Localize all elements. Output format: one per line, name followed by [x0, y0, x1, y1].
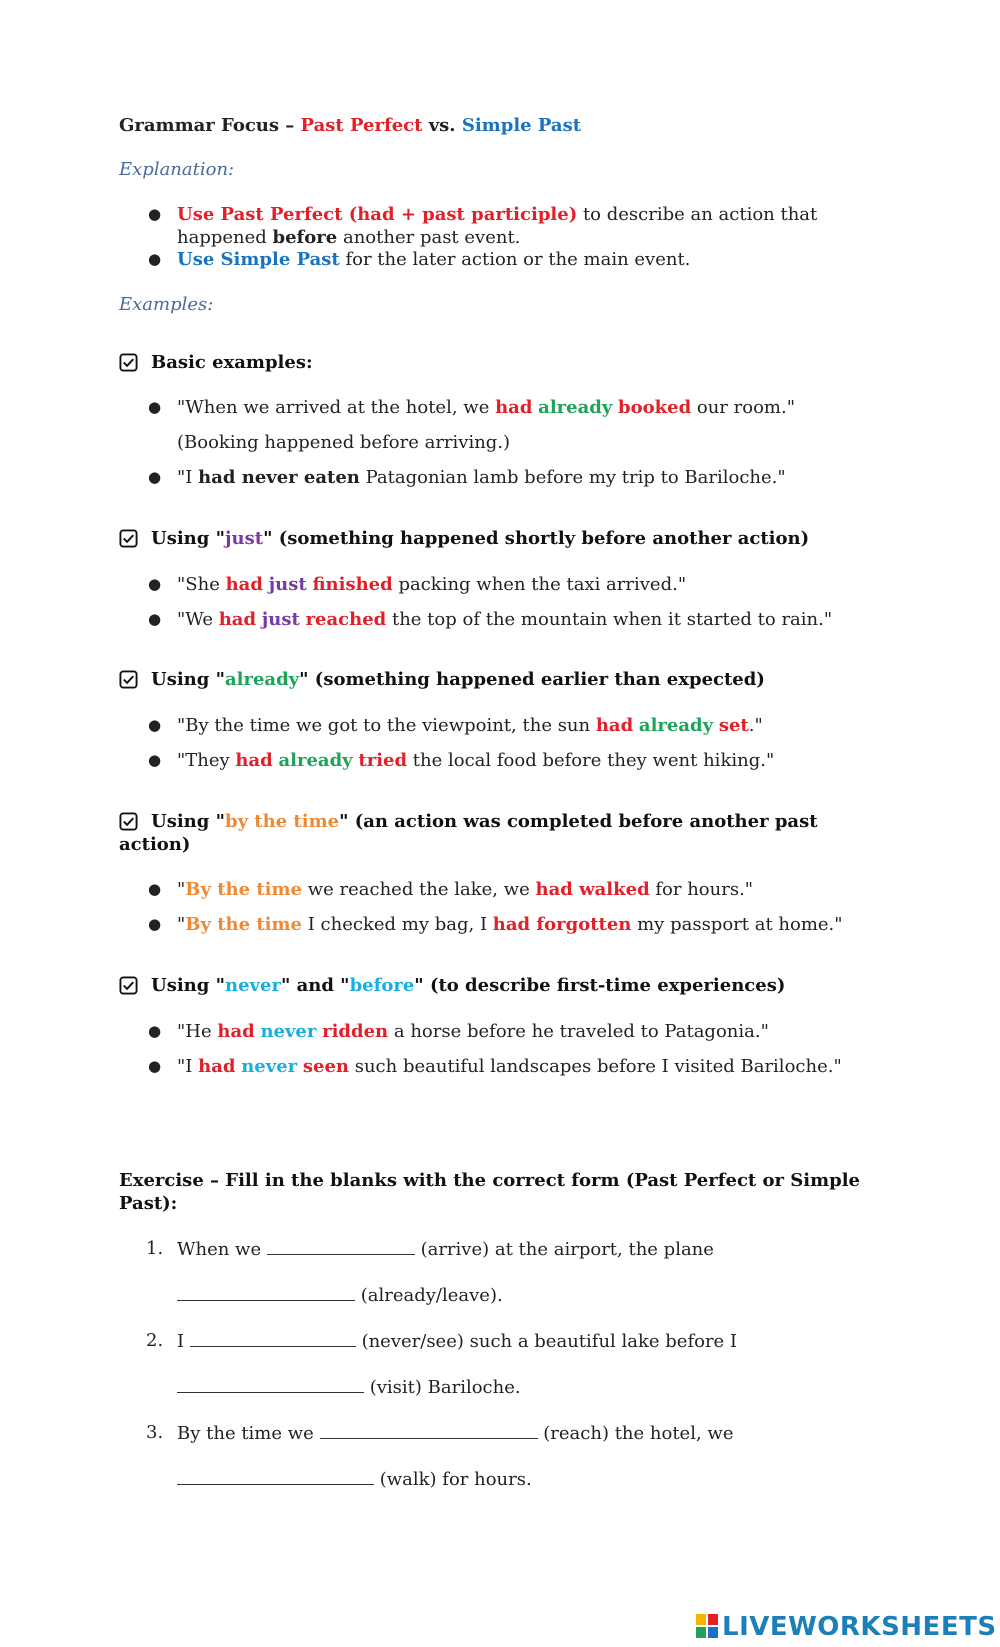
exercise-heading: Exercise – Fill in the blanks with the correct form (Past Perfect or Simple: [119, 1170, 860, 1191]
example-sentence: "By the time I checked my bag, I had forgotten my passport at home.": [177, 914, 843, 935]
bullet-icon: ●: [148, 610, 162, 628]
exercise-item: By the time we (reach) the hotel, we: [177, 1423, 734, 1444]
bullet-icon: ●: [148, 880, 162, 898]
exercise-heading-cont: Past):: [119, 1193, 178, 1214]
exercise-item-cont: (already/leave).: [177, 1284, 503, 1306]
example-sentence: "We had just reached the top of the mountain when it started to rain.": [177, 609, 833, 630]
bullet-icon: ●: [148, 751, 162, 769]
example-sentence: "She had just finished packing when the taxi arrived.": [177, 574, 687, 595]
example-sentence: "He had never ridden a horse before he traveled to Patagonia.": [177, 1021, 769, 1042]
checkbox-checked-icon: [119, 976, 138, 995]
exercise-item: I (never/see) such a beautiful lake before I: [177, 1331, 738, 1352]
bullet-icon: ●: [148, 468, 162, 486]
answer-blank[interactable]: [177, 1376, 364, 1393]
exercise-item: When we (arrive) at the airport, the plane: [177, 1239, 714, 1260]
explanation-item: Use Simple Past for the later action or the main event.: [177, 249, 691, 270]
example-sentence: "I had never eaten Patagonian lamb before my trip to Bariloche.": [177, 467, 786, 488]
bullet-icon: ●: [148, 915, 162, 933]
logo-blocks-icon: [696, 1614, 720, 1640]
example-sentence: "When we arrived at the hotel, we had already booked our room.": [177, 397, 795, 418]
logo-text: LIVEWORKSHEETS: [722, 1612, 997, 1642]
bullet-icon: ●: [148, 398, 162, 416]
example-note: (Booking happened before arriving.): [177, 432, 511, 453]
bullet-icon: ●: [148, 716, 162, 734]
page-title: Grammar Focus – Past Perfect vs. Simple Past: [119, 115, 582, 136]
section-heading: Using "by the time" (an action was completed before another past: [151, 811, 818, 832]
item-number: 3.: [146, 1422, 164, 1443]
bullet-icon: ●: [148, 1057, 162, 1075]
examples-label: Examples:: [119, 294, 214, 315]
section-heading: Using "just" (something happened shortly before another action): [151, 528, 810, 549]
checkbox-checked-icon: [119, 529, 138, 548]
answer-blank[interactable]: [177, 1468, 374, 1485]
example-sentence: "They had already tried the local food before they went hiking.": [177, 750, 775, 771]
explanation-item: Use Past Perfect (had + past participle) to describe an action that: [177, 204, 818, 225]
bullet-icon: ●: [148, 250, 162, 268]
explanation-label: Explanation:: [119, 159, 235, 180]
section-heading: Using "never" and "before" (to describe first-time experiences): [151, 975, 786, 996]
example-sentence: "By the time we reached the lake, we had walked for hours.": [177, 879, 754, 900]
checkbox-checked-icon: [119, 812, 138, 831]
section-heading-cont: action): [119, 834, 191, 855]
answer-blank[interactable]: [320, 1422, 538, 1439]
item-number: 1.: [146, 1238, 164, 1259]
checkbox-checked-icon: [119, 670, 138, 689]
example-sentence: "I had never seen such beautiful landscapes before I visited Bariloche.": [177, 1056, 842, 1077]
answer-blank[interactable]: [190, 1330, 356, 1347]
item-number: 2.: [146, 1330, 164, 1351]
bullet-icon: ●: [148, 1022, 162, 1040]
section-heading: Basic examples:: [151, 352, 313, 373]
checkbox-checked-icon: [119, 353, 138, 372]
bullet-icon: ●: [148, 575, 162, 593]
example-sentence: "By the time we got to the viewpoint, the sun had already set.": [177, 715, 763, 736]
section-heading: Using "already" (something happened earlier than expected): [151, 669, 765, 690]
exercise-item-cont: (visit) Bariloche.: [177, 1376, 521, 1398]
bullet-icon: ●: [148, 205, 162, 223]
exercise-item-cont: (walk) for hours.: [177, 1468, 532, 1490]
explanation-item-cont: happened before another past event.: [177, 227, 521, 248]
answer-blank[interactable]: [177, 1284, 355, 1301]
answer-blank[interactable]: [267, 1238, 415, 1255]
